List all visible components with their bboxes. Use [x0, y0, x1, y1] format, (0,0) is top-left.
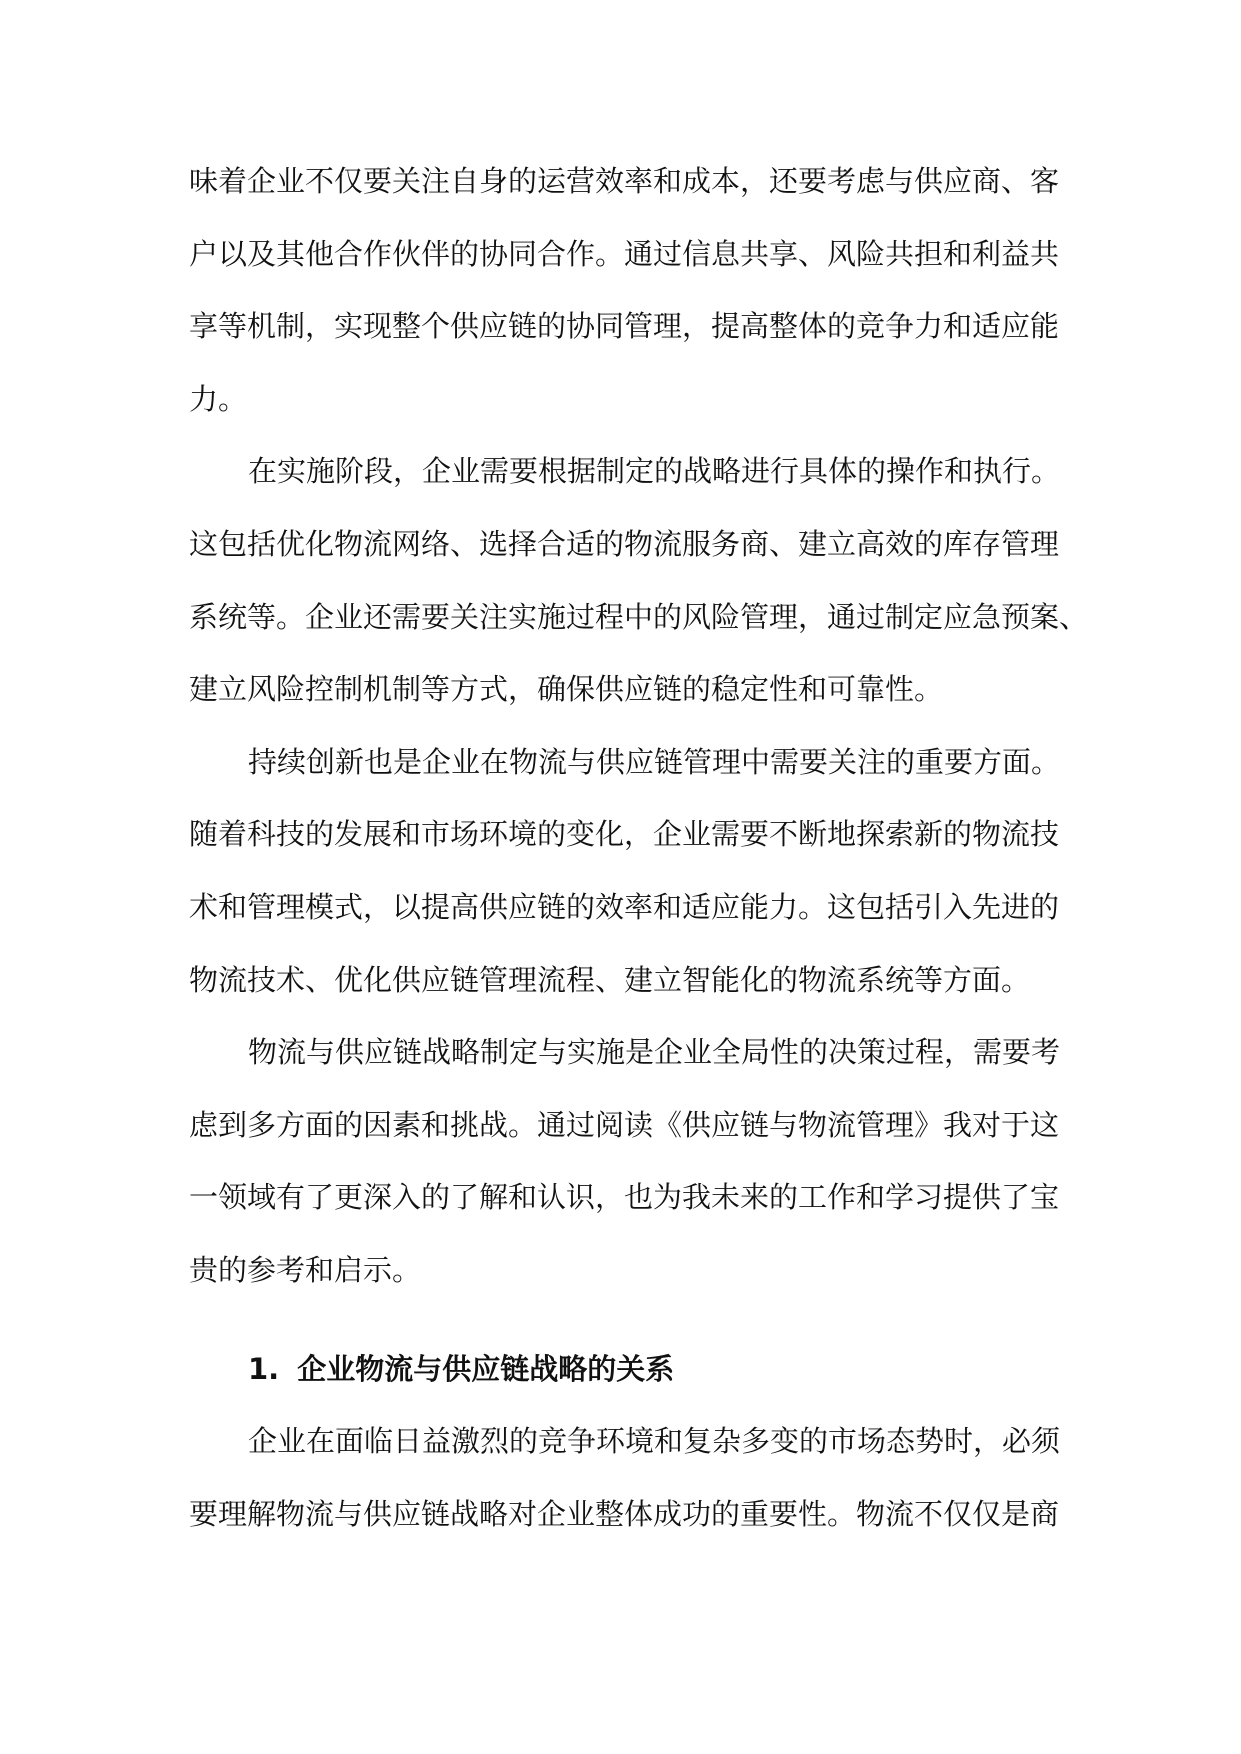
text-line: 持续创新也是企业在物流与供应链管理中需要关注的重要方面。: [248, 744, 1061, 779]
paragraph-collaboration: [189, 145, 1060, 435]
document-body: [189, 145, 1089, 1550]
text-line: 物流与供应链战略制定与实施是企业全局性的决策过程，需要考: [248, 1035, 1061, 1070]
text-line: 术和管理模式，以提高供应链的效率和适应能力。这包括引入先进的: [189, 889, 1060, 924]
text-line: 随着科技的发展和市场环境的变化，企业需要不断地探索新的物流技: [189, 817, 1060, 852]
text-line: 要理解物流与供应链战略对企业整体成功的重要性。物流不仅仅是商: [189, 1496, 1060, 1531]
text-line: 系统等。企业还需要关注实施过程中的风险管理，通过制定应急预案、: [189, 599, 1089, 634]
text-line: 户以及其他合作伙伴的协同合作。通过信息共享、风险共担和利益共: [189, 236, 1060, 271]
text-line: 味着企业不仅要关注自身的运营效率和成本，还要考虑与供应商、客: [189, 164, 1060, 198]
section-heading: [189, 1333, 1049, 1406]
section-spacer: [189, 1307, 1049, 1333]
text-line: 享等机制，实现整个供应链的协同管理，提高整体的竞争力和适应能: [189, 309, 1060, 344]
text-line: 虑到多方面的因素和挑战。通过阅读《供应链与物流管理》我对于这: [189, 1107, 1060, 1142]
section-number: 1.: [248, 1351, 280, 1386]
text-line: 力。: [189, 381, 248, 416]
paragraph-relationship: [189, 1405, 1061, 1550]
paragraph-innovation: [189, 726, 1061, 1016]
paragraph-implementation: [189, 435, 1089, 725]
section-title: 企业物流与供应链战略的关系: [297, 1351, 675, 1386]
text-line: 一领域有了更深入的了解和认识，也为我未来的工作和学习提供了宝: [189, 1180, 1060, 1215]
text-line: 贵的参考和启示。: [189, 1252, 422, 1287]
text-line: 物流技术、优化供应链管理流程、建立智能化的物流系统等方面。: [189, 962, 1031, 997]
text-line: 企业在面临日益激烈的竞争环境和复杂多变的市场态势时，必须: [248, 1424, 1061, 1459]
paragraph-conclusion: [189, 1016, 1061, 1306]
text-line: 在实施阶段，企业需要根据制定的战略进行具体的操作和执行。: [248, 454, 1061, 489]
text-line: 建立风险控制机制等方式，确保供应链的稳定性和可靠性。: [189, 672, 944, 707]
text-line: 这包括优化物流网络、选择合适的物流服务商、建立高效的库存管理: [189, 526, 1060, 561]
